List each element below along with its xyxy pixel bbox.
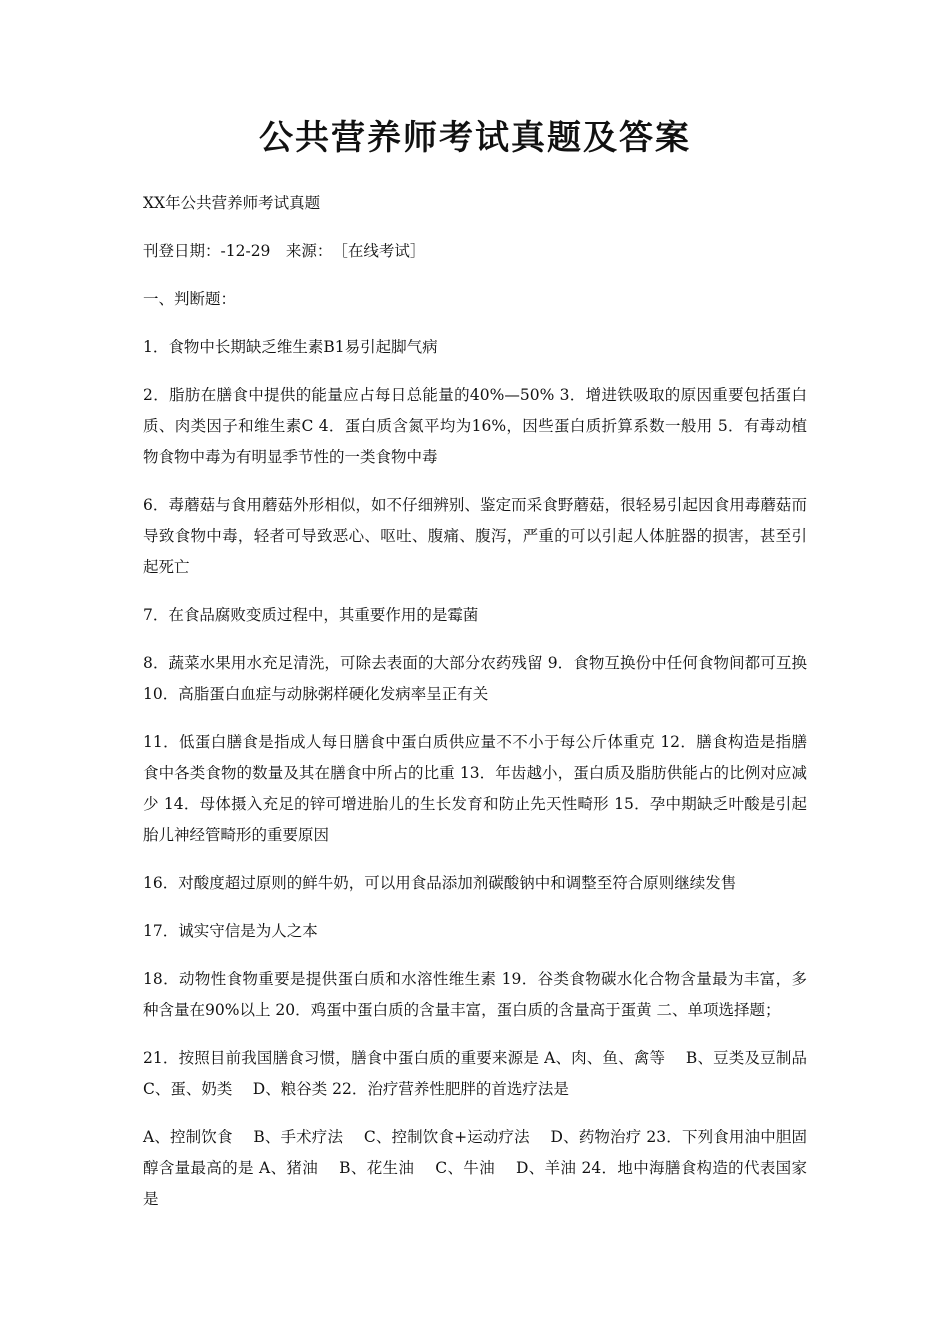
publish-info: 刊登日期：-12-29 来源： ［在线考试］: [143, 242, 426, 260]
question-paragraph: A、控制饮食 B、手术疗法 C、控制饮食+运动疗法 D、药物治疗 23．下列食用油中胆固醇含量最高的是 A、猪油 B、花生油 C、牛油 D、羊油 24．地中海膳食构造的代表国家是: [143, 1128, 807, 1208]
document-title: 公共营养师考试真题及答案: [259, 118, 691, 158]
question-paragraph: 17．诚实守信是为人之本: [143, 922, 318, 940]
question-paragraph: 7．在食品腐败变质过程中，其重要作用的是霉菌: [143, 606, 479, 624]
subtitle: XX年公共营养师考试真题: [143, 194, 321, 212]
question-paragraph: 8．蔬菜水果用水充足清洗，可除去表面的大部分农药残留 9．食物互换份中任何食物间都可互换 10．高脂蛋白血症与动脉粥样硬化发病率呈正有关: [143, 654, 807, 703]
section-heading-judgement: 一、判断题：: [143, 290, 237, 308]
question-paragraph: 18．动物性食物重要是提供蛋白质和水溶性维生素 19．谷类食物碳水化合物含量最为丰富，多种含量在90%以上 20．鸡蛋中蛋白质的含量丰富，蛋白质的含量高于蛋黄 二、单项选择题；: [143, 970, 807, 1019]
question-paragraph: 16．对酸度超过原则的鲜牛奶，可以用食品添加剂碳酸钠中和调整至符合原则继续发售: [143, 874, 737, 892]
question-paragraph: 11．低蛋白膳食是指成人每日膳食中蛋白质供应量不不小于每公斤体重克 12．膳食构造是指膳食中各类食物的数量及其在膳食中所占的比重 13．年齿越小，蛋白质及脂肪供能占的比例对应减少 14．母体摄入充足的锌可增进胎儿的生长发育和防止先天性畸形 15．孕中期缺乏叶酸是引起胎儿神经管畸形的重要原因: [143, 733, 807, 844]
question-paragraph: 1．食物中长期缺乏维生素B1易引起脚气病: [143, 338, 438, 356]
question-paragraph: 21．按照目前我国膳食习惯，膳食中蛋白质的重要来源是 A、肉、鱼、禽等 B、豆类及豆制品 C、蛋、奶类 D、粮谷类 22．治疗营养性肥胖的首选疗法是: [143, 1049, 828, 1098]
question-paragraph: 2．脂肪在膳食中提供的能量应占每日总能量的40%—50% 3．增进铁吸取的原因重要包括蛋白质、肉类因子和维生素C 4．蛋白质含氮平均为16%，因些蛋白质折算系数一般用 5．有毒动植物食物中毒为有明显季节性的一类食物中毒: [143, 386, 807, 466]
question-paragraph: 6．毒蘑菇与食用蘑菇外形相似，如不仔细辨别、鉴定而采食野蘑菇，很轻易引起因食用毒蘑菇而导致食物中毒，轻者可导致恶心、呕吐、腹痛、腹泻，严重的可以引起人体脏器的损害，甚至引起死亡: [143, 496, 807, 576]
